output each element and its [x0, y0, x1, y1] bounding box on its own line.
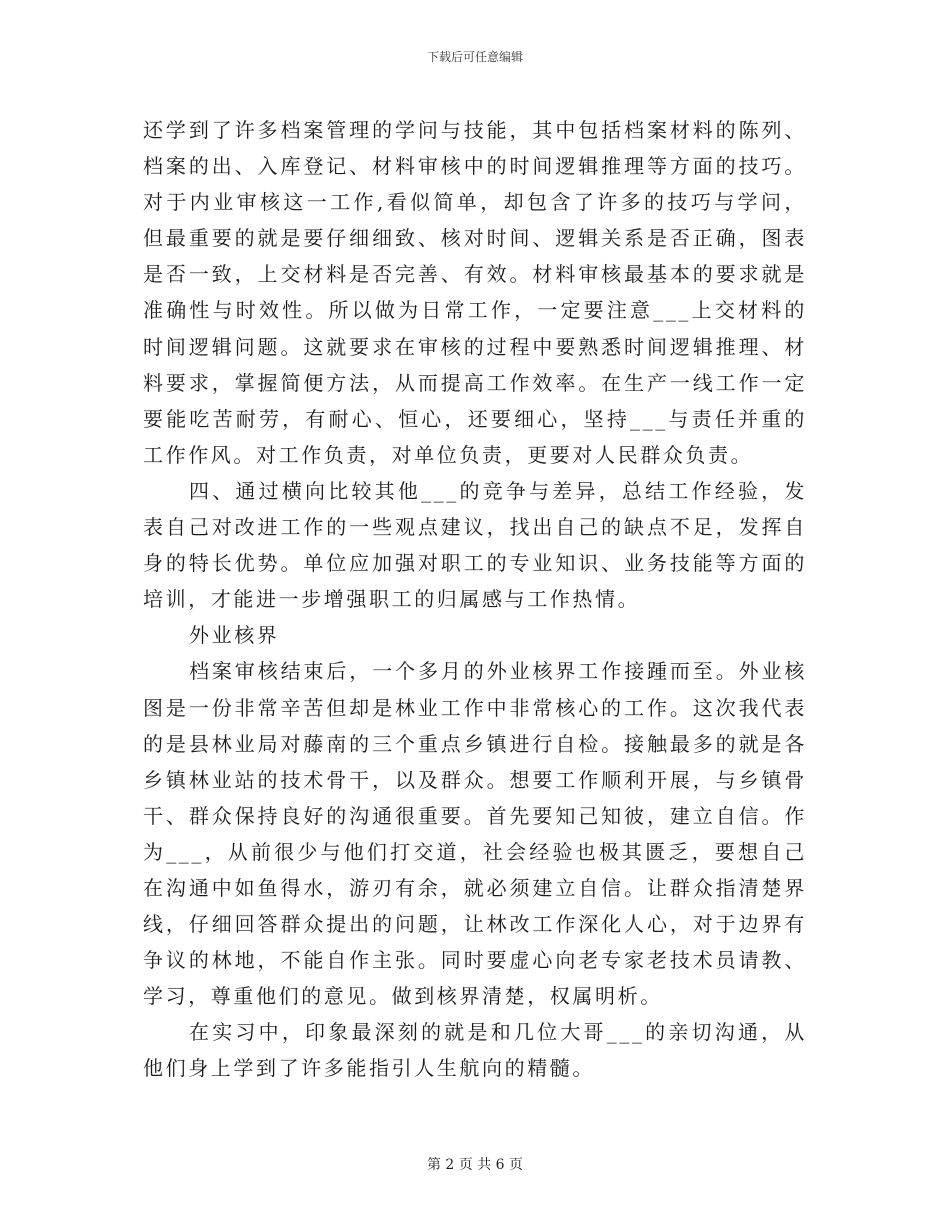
page-footer	[0, 1154, 950, 1174]
body-paragraph-4: 在实习中，印象最深刻的就是和几位大哥___的亲切沟通，从他们身上学到了许多能指引人生航向的精髓。	[143, 1020, 807, 1081]
header-note: 下载后可任意编辑	[426, 50, 523, 64]
page-header	[0, 48, 950, 65]
section-heading: 外业核界	[189, 623, 280, 648]
body-paragraph-3: 档案审核结束后，一个多月的外业核界工作接踵而至。外业核图是一份非常辛苦但却是林业工作中非常核心的工作。这次我代表的是县林业局对藤南的三个重点乡镇进行自检。接触最多的就是各乡镇林业站的技术骨干，以及群众。想要工作顺利开展，与乡镇骨干、群众保持良好的沟通很重要。首先要知己知彼，建立自信。作为___，从前很少与他们打交道，社会经验也极其匮乏，要想自己在沟通中如鱼得水，游刃有余，就必须建立自信。让群众指清楚界线，仔细回答群众提出的问题，让林改工作深化人心，对于边界有争议的林地，不能自作主张。同时要虚心向老专家老技术员请教、学习，尊重他们的意见。做到核界清楚，权属明析。	[143, 659, 807, 1009]
page-number: 第 2 页 共 6 页	[426, 1157, 524, 1173]
document-body	[143, 112, 807, 1087]
body-paragraph-1: 还学到了许多档案管理的学问与技能，其中包括档案材料的陈列、档案的出、入库登记、材料审核中的时间逻辑推理等方面的技巧。对于内业审核这一工作,看似简单，却包含了许多的技巧与学问，但最重要的就是要仔细细致、核对时间、逻辑关系是否正确，图表是否一致，上交材料是否完善、有效。材料审核最基本的要求就是准确性与时效性。所以做为日常工作，一定要注意___上交材料的时间逻辑问题。这就要求在审核的过程中要熟悉时间逻辑推理、材料要求，掌握简便方法，从而提高工作效率。在生产一线工作一定要能吃苦耐劳，有耐心、恒心，还要细心，坚持___与责任并重的工作作风。对工作负责，对单位负责，更要对人民群众负责。	[143, 118, 807, 467]
body-paragraph-2: 四、通过横向比较其他___的竞争与差异，总结工作经验，发表自己对改进工作的一些观点建议，找出自己的缺点不足，发挥自身的特长优势。单位应加强对职工的专业知识、业务技能等方面的培训，才能进一步增强职工的归属感与工作热情。	[143, 478, 807, 612]
